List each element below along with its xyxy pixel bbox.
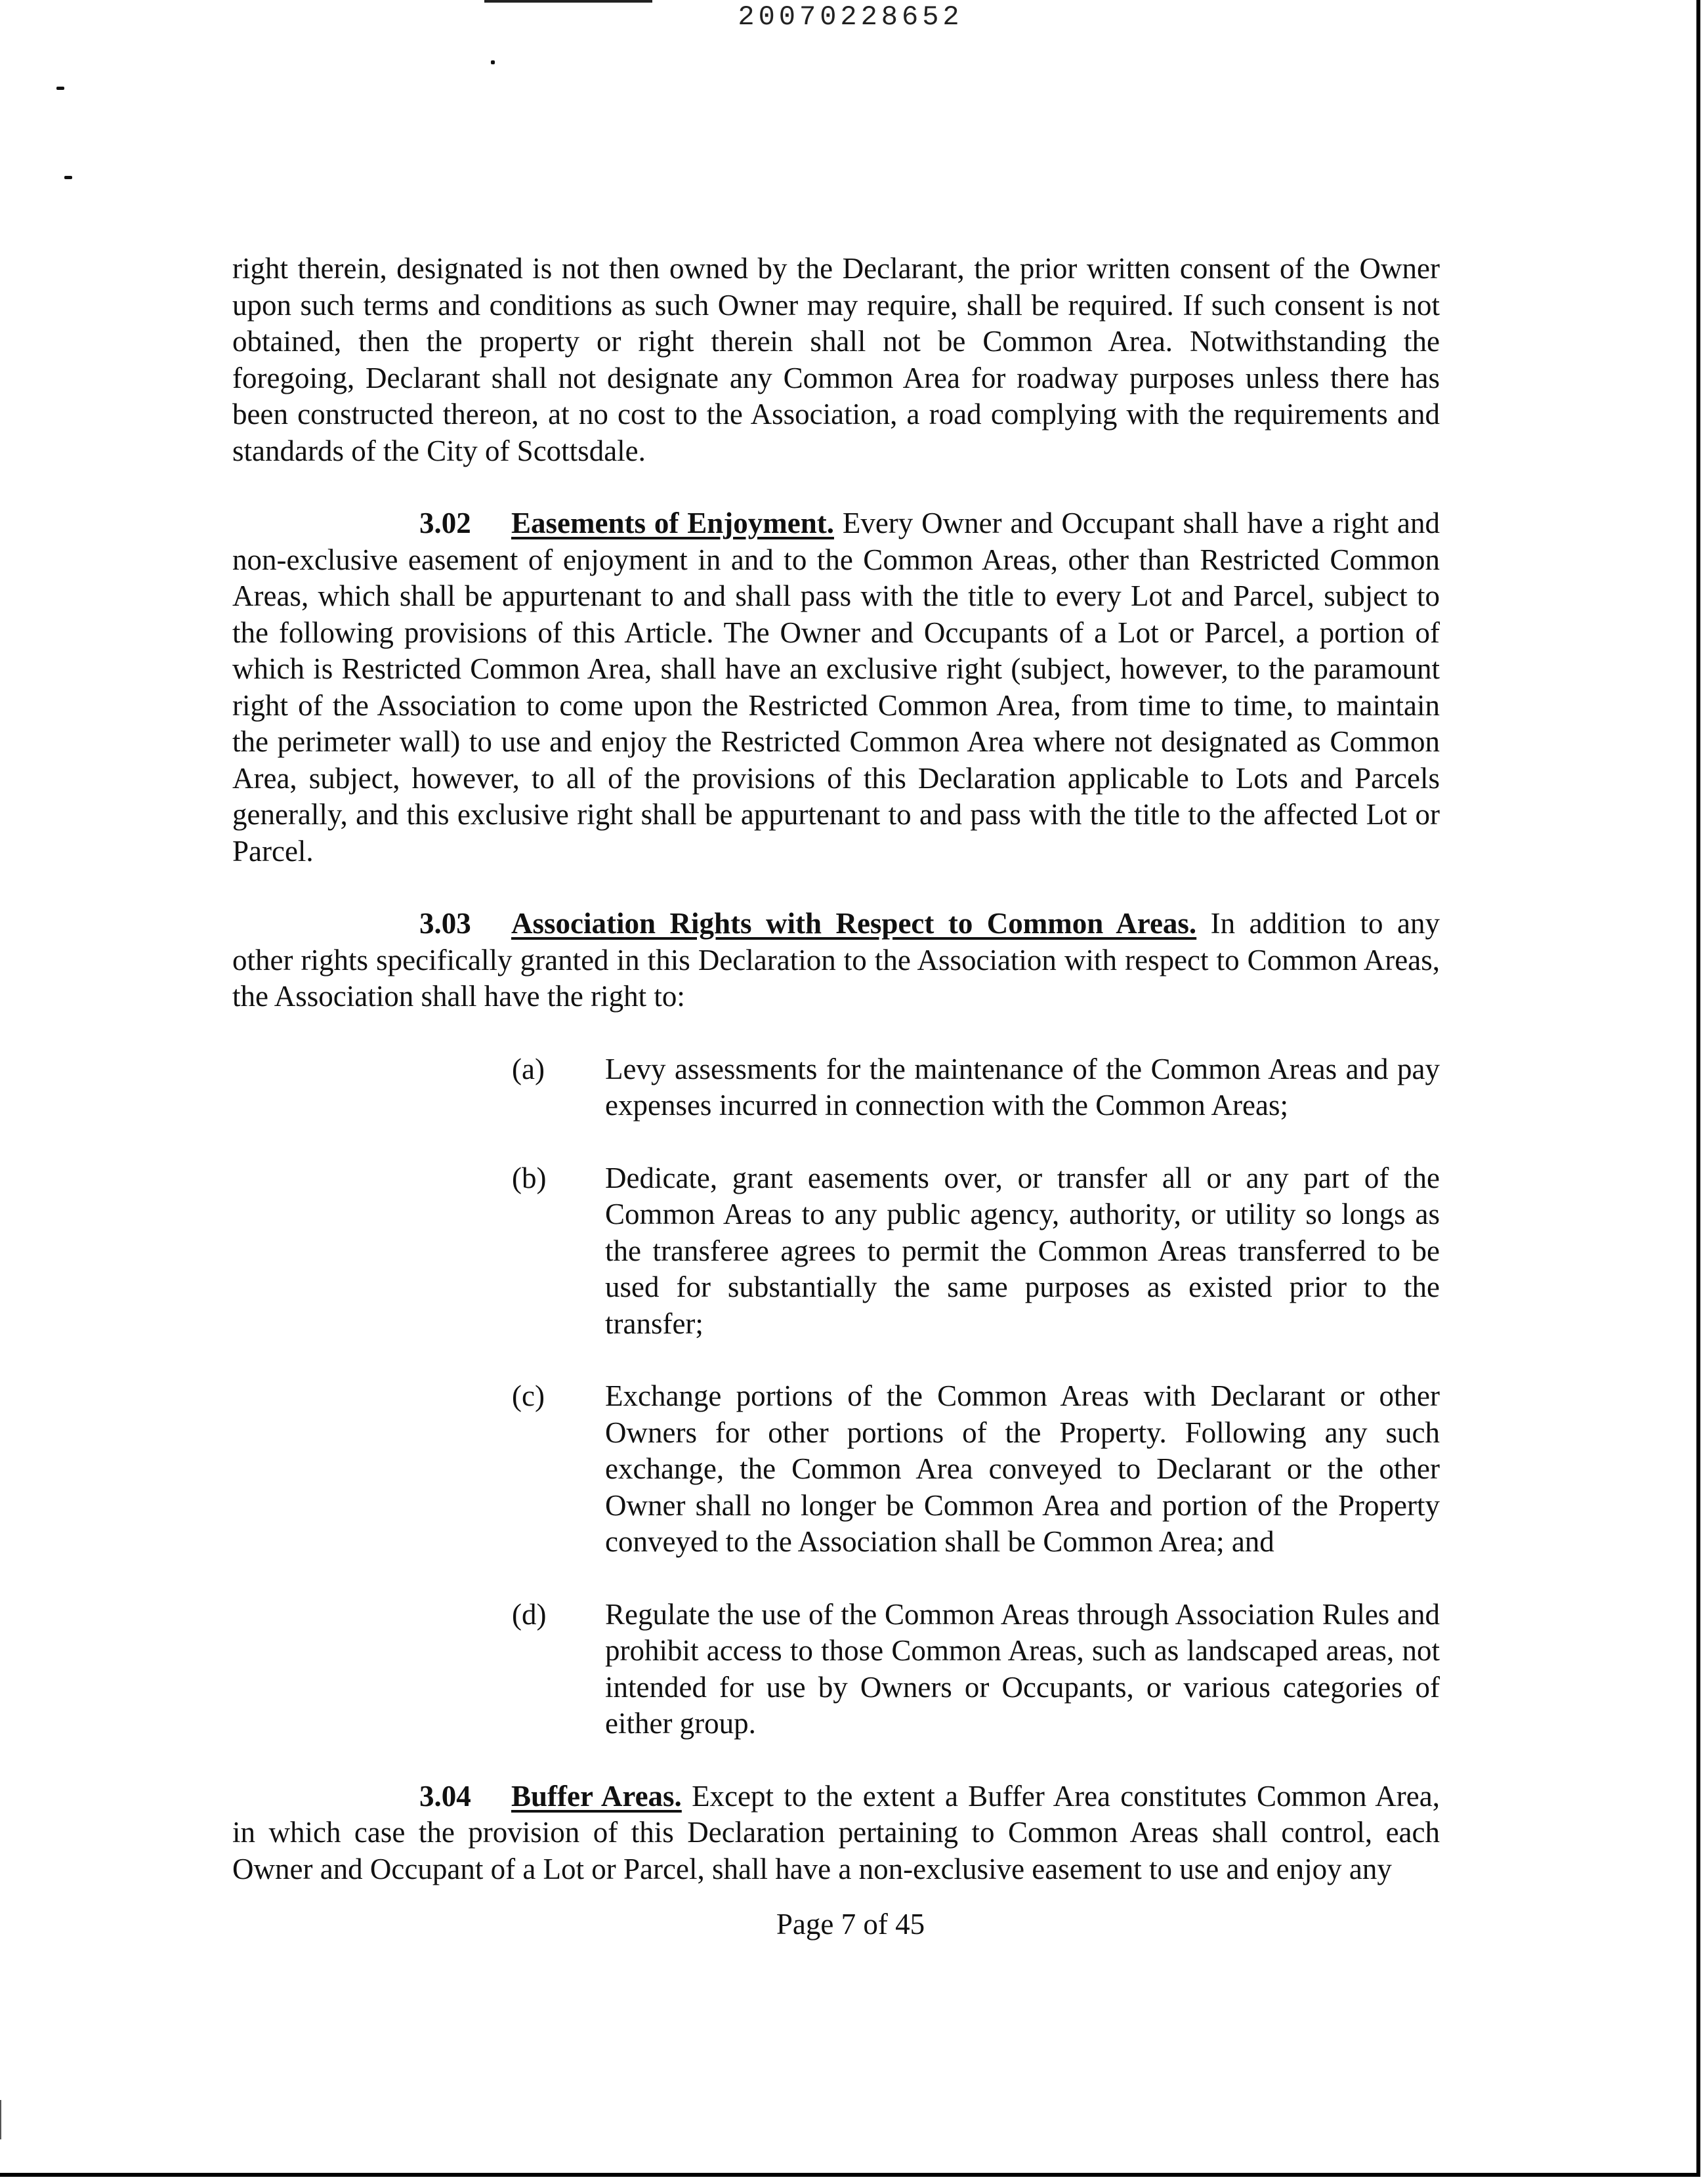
document-body xyxy=(232,251,1440,1923)
section-body: In addition to any other rights specifically granted in this Declaration to the Association with respect to Common Areas, the Association shall have the right to: xyxy=(232,907,1440,1013)
section-3-03 xyxy=(232,906,1440,1015)
list-item-c xyxy=(512,1378,1440,1561)
section-title: Easements of Enjoyment. xyxy=(511,507,834,539)
document-number: 20070228652 xyxy=(738,1,963,33)
section-number: 3.02 xyxy=(419,507,471,539)
scan-edge-mark xyxy=(0,2100,1,2139)
section-3-04 xyxy=(232,1778,1440,1888)
section-number: 3.03 xyxy=(419,907,471,940)
section-title: Buffer Areas. xyxy=(511,1779,682,1813)
list-item-label: (b) xyxy=(512,1161,547,1194)
section-body: Except to the extent a Buffer Area constitutes Common Area, in which case the provision of this Declaration pertaining to Common Areas shall control, each Owner and Occupant of a Lot or Parcel, shall have a non-exclusive easement to use and enjoy any xyxy=(232,1779,1440,1885)
page-number: Page 7 of 45 xyxy=(776,1908,925,1941)
section-3-02 xyxy=(232,505,1440,870)
list-item-text: Dedicate, grant easements over, or transfer all or any part of the Common Areas to any public agency, authority, or utility so longs as the transferee agrees to permit the Common Areas transferred to be used for substantially the same purposes as existed prior to the transfer; xyxy=(605,1161,1440,1340)
list-item-text: Exchange portions of the Common Areas with Declarant or other Owners for other portions of the Property. Following any such exchange, the Common Area conveyed to Declarant or the other Owner shall no longer be Common Area and portion of the Property conveyed to the Association shall be Common Area; and xyxy=(605,1379,1440,1558)
scan-speck xyxy=(56,87,64,90)
list-item-b xyxy=(512,1160,1440,1343)
list-item-label: (d) xyxy=(512,1597,547,1631)
section-number: 3.04 xyxy=(419,1779,471,1813)
scan-speck xyxy=(64,176,72,179)
continuation-paragraph: right therein, designated is not then owned by the Declarant, the prior written consent of the Owner upon such terms and conditions as such Owner may require, shall be required. If such consent is not obtained, then the property or right therein shall not be Common Area. Notwithstanding the foregoing, Declarant shall not designate any Common Area for roadway purposes unless there has been constructed thereon, at no cost to the Association, a road complying with the requirements and standards of the City of Scottsdale. xyxy=(232,252,1440,467)
list-item-text: Regulate the use of the Common Areas through Association Rules and prohibit access to those Common Areas, such as landscaped areas, not intended for use by Owners or Occupants, or various categories of either group. xyxy=(605,1597,1440,1740)
list-item-label: (c) xyxy=(512,1379,545,1412)
scan-speck xyxy=(491,60,495,64)
section-body: Every Owner and Occupant shall have a right and non-exclusive easement of enjoyment in and to the Common Areas, other than Restricted Common Areas, which shall be appurtenant to and shall pass with the title to every Lot and Parcel, subject to the following provisions of this Article. The Owner and Occupants of a Lot or Parcel, a portion of which is Restricted Common Area, shall have an exclusive right (subject, however, to the paramount right of the Association to come upon the Restricted Common Area, from time to time, to maintain the perimeter wall) to use and enjoy the Restricted Common Area where not designated as Common Area, subject, however, to all of the provisions of this Declaration applicable to Lots and Parcels generally, and this exclusive right shall be appurtenant to and pass with the title to the affected Lot or Parcel. xyxy=(232,507,1440,868)
list-item-label: (a) xyxy=(512,1052,545,1085)
list-item-d xyxy=(512,1597,1440,1742)
list-item-a xyxy=(512,1051,1440,1124)
list-item-text: Levy assessments for the maintenance of the Common Areas and pay expenses incurred in connection with the Common Areas; xyxy=(605,1052,1440,1122)
section-title: Association Rights with Respect to Common Areas. xyxy=(511,907,1197,940)
